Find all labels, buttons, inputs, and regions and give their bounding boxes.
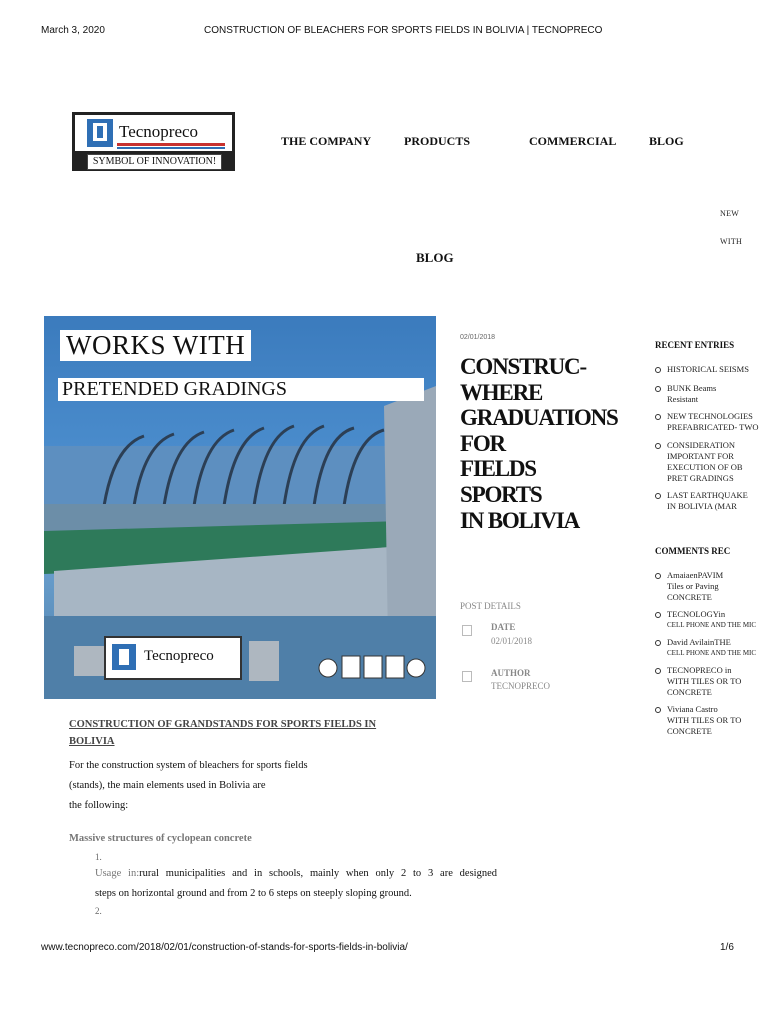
hero-logo-icon bbox=[110, 642, 138, 672]
article-intro bbox=[69, 756, 308, 816]
comment-text: David AvilainTHE bbox=[667, 637, 731, 647]
comment-text: WITH TILES OR TO bbox=[667, 715, 742, 725]
post-date: 02/01/2018 bbox=[460, 334, 496, 341]
comment-text: Viviana Castro bbox=[667, 704, 718, 714]
comment-text: CELL PHONE AND THE MIC bbox=[667, 649, 757, 657]
usage-text: rural municipalities and in schools, mainly when only 2 to 3 are designed bbox=[139, 868, 497, 879]
article-subheading: Massive structures of cyclopean concrete bbox=[69, 833, 252, 844]
comment-text: AmaiaenPAVIM bbox=[667, 570, 724, 580]
comment-text: TECNOLOGYin bbox=[667, 609, 726, 619]
nav-blog[interactable]: BLOG bbox=[649, 134, 684, 148]
recent-entry[interactable] bbox=[655, 364, 760, 375]
list-number: 2. bbox=[95, 906, 102, 916]
post-title-line: SPORTS bbox=[460, 481, 542, 507]
hero-image[interactable] bbox=[44, 316, 436, 699]
comment-text: CELL PHONE AND THE MIC bbox=[667, 621, 757, 629]
author-icon bbox=[462, 671, 472, 682]
post-title-line: GRADUATIONS bbox=[460, 405, 618, 431]
comment-text: CONCRETE bbox=[667, 726, 712, 736]
certification-badges bbox=[318, 652, 428, 682]
comment-entry[interactable] bbox=[655, 609, 765, 631]
article-heading-line: CONSTRUCTION OF GRANDSTANDS FOR SPORTS FIELDS IN bbox=[69, 719, 377, 730]
comment-entry[interactable] bbox=[655, 637, 765, 659]
recent-entry-text: NEW TECHNOLOGIES bbox=[667, 411, 753, 421]
post-title-line: FIELDS bbox=[460, 456, 536, 482]
nav-new[interactable]: NEW bbox=[720, 209, 740, 218]
recent-entry-text: Resistant bbox=[667, 394, 699, 404]
recent-entries-title: RECENT ENTRIES bbox=[655, 340, 735, 350]
article-heading[interactable] bbox=[69, 719, 416, 747]
author-link[interactable]: TECNOPRECO bbox=[491, 681, 551, 691]
usage-paragraph bbox=[95, 864, 497, 904]
nav-products[interactable]: PRODUCTS bbox=[404, 134, 471, 148]
recent-entry[interactable] bbox=[655, 490, 760, 512]
post-title-line: IN BOLIVIA bbox=[460, 507, 580, 533]
site-logo[interactable] bbox=[72, 112, 235, 171]
date-value: 02/01/2018 bbox=[491, 636, 533, 646]
recent-entry[interactable] bbox=[655, 411, 760, 433]
calendar-icon bbox=[462, 625, 472, 636]
logo-tagline: SYMBOL OF INNOVATION! bbox=[87, 154, 222, 170]
nav-the-company[interactable]: THE COMPANY bbox=[281, 134, 372, 148]
print-title: CONSTRUCTION OF BLEACHERS FOR SPORTS FIELDS IN BOLIVIA | TECNOPRECO bbox=[204, 25, 603, 36]
hero-headline: WORKS WITH bbox=[60, 330, 251, 361]
recent-entry-text: CONSIDERATION bbox=[667, 440, 735, 450]
recent-entry-text: IN BOLIVIA (MAR bbox=[667, 501, 737, 511]
comment-text: Tiles or Paving bbox=[667, 581, 719, 591]
comment-text: WITH TILES OR TO bbox=[667, 676, 742, 686]
comment-text: CONCRETE bbox=[667, 687, 712, 697]
post-title bbox=[460, 354, 630, 533]
comment-entry[interactable] bbox=[655, 704, 765, 737]
recent-comments-list bbox=[655, 570, 765, 737]
article-line: For the construction system of bleachers for sports fields bbox=[69, 760, 308, 771]
recent-entry-text: LAST EARTHQUAKE bbox=[667, 490, 748, 500]
usage-label: Usage in: bbox=[95, 868, 140, 879]
post-details-label: POST DETAILS bbox=[460, 601, 521, 611]
recent-comments-title: COMMENTS REC bbox=[655, 546, 731, 556]
post-title-line: FOR bbox=[460, 430, 505, 456]
recent-entry-text: EXECUTION OF OB bbox=[667, 462, 743, 472]
hero-logo-badge bbox=[104, 636, 242, 680]
hero-logo-text: Tecnopreco bbox=[144, 648, 214, 664]
usage-text-cont: steps on horizontal ground and from 2 to 6 steps on steeply sloping ground. bbox=[95, 888, 412, 899]
recent-entries-list bbox=[655, 364, 760, 512]
list-number: 1. bbox=[95, 852, 102, 862]
article-heading-line: BOLIVIA bbox=[69, 736, 115, 747]
print-date: March 3, 2020 bbox=[41, 25, 105, 36]
print-page-number: 1/6 bbox=[720, 942, 734, 953]
article-line: (stands), the main elements used in Bolivia are bbox=[69, 780, 266, 791]
nav-with[interactable]: WITH bbox=[720, 237, 743, 246]
date-label: DATE bbox=[491, 622, 516, 632]
recent-entry[interactable] bbox=[655, 383, 760, 405]
article-line: the following: bbox=[69, 800, 129, 811]
print-url: www.tecnopreco.com/2018/02/01/construction-of-stands-for-sports-fields-in-bolivia/ bbox=[41, 942, 408, 953]
page-title: BLOG bbox=[416, 250, 454, 265]
comment-text: CONCRETE bbox=[667, 592, 712, 602]
post-title-line: CONSTRUC- bbox=[460, 354, 586, 379]
recent-entry[interactable] bbox=[655, 440, 760, 484]
hero-subheadline: PRETENDED GRADINGS bbox=[58, 378, 424, 401]
comment-text: TECNOPRECO in bbox=[667, 665, 732, 675]
recent-entry-text: PREFABRICATED- TWO bbox=[667, 422, 759, 432]
comment-entry[interactable] bbox=[655, 570, 765, 603]
author-label: AUTHOR bbox=[491, 668, 531, 678]
logo-text: Tecnopreco bbox=[119, 122, 199, 141]
recent-entry-text: BUNK Beams bbox=[667, 383, 717, 393]
recent-entry-text: PRET GRADINGS bbox=[667, 473, 734, 483]
comment-entry[interactable] bbox=[655, 665, 765, 698]
nav-commercial[interactable]: COMMERCIAL bbox=[529, 134, 617, 148]
recent-entry-text: IMPORTANT FOR bbox=[667, 451, 734, 461]
recent-entry-text: HISTORICAL SEISMS bbox=[667, 364, 749, 374]
post-title-line: WHERE bbox=[460, 379, 543, 405]
